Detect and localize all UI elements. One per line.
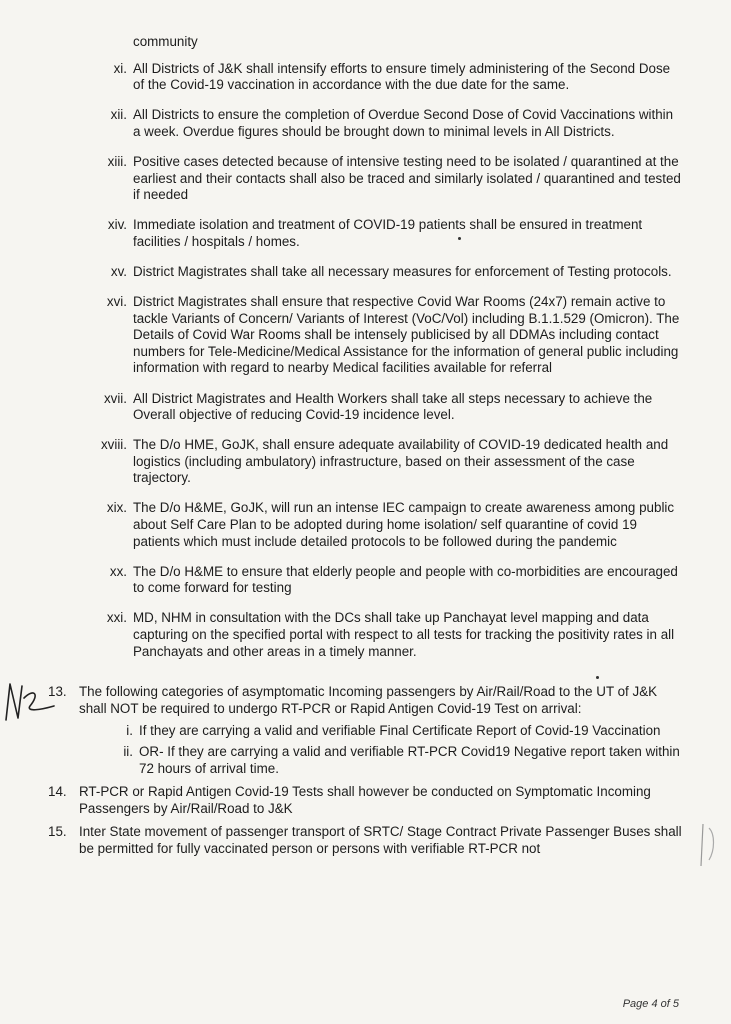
- numbered-item-number: 13.: [48, 684, 67, 700]
- list-item-text: District Magistrates shall take all necessary measures for enforcement of Testing protocols.: [133, 263, 672, 279]
- sub-list: [0, 723, 731, 777]
- page-number: Page 4 of 5: [622, 998, 679, 1010]
- list-item-number: xi.: [113, 60, 127, 76]
- list-item: [0, 217, 731, 250]
- list-item-text: The D/o H&ME to ensure that elderly people and people with co-morbidities are encouraged to come forward for testing: [133, 563, 678, 596]
- list-item-text: All Districts of J&K shall intensify efforts to ensure timely administering of the Second Dose of the Covid-19 vaccination in accordance with the due date for the same.: [133, 60, 671, 93]
- sub-item-text: OR- If they are carrying a valid and verifiable RT-PCR Covid19 Negative report taken within 72 hours of arrival time.: [139, 744, 680, 776]
- list-item-text: Immediate isolation and treatment of COVID-19 patients shall be ensured in treatment facilities / hospitals / homes.: [133, 217, 643, 249]
- list-item-number: xvii.: [103, 390, 127, 406]
- list-item: [0, 437, 731, 487]
- list-item-text: Positive cases detected because of intensive testing need to be isolated / quarantined at the earliest and their contacts shall also be traced and similarly isolated / quarantined and tested if needed: [133, 153, 681, 203]
- list-item-number: xxi.: [106, 610, 127, 626]
- list-item: [0, 264, 731, 281]
- numbered-item-number: 14.: [48, 784, 67, 800]
- sub-item-text: If they are carrying a valid and verifiable Final Certificate Report of Covid-19 Vaccination: [139, 723, 661, 739]
- list-item: [0, 391, 731, 424]
- numbered-item: [0, 824, 731, 857]
- numbered-item-number: 15.: [48, 824, 67, 840]
- list-item-number: xx.: [109, 563, 127, 579]
- numbered-item: [0, 784, 731, 817]
- numbered-item-text: RT-PCR or Rapid Antigen Covid-19 Tests shall however be conducted on Symptomatic Incoming Passengers by Air/Rail/Road to J&K: [79, 784, 651, 816]
- list-item-number: xix.: [106, 500, 127, 516]
- list-item-text: The D/o H&ME, GoJK, will run an intense IEC campaign to create awareness among public about Self Care Plan to be adopted during home isolation/ self quarantine of covid 19 patients which must include detailed protocols to be followed during the pandemic: [133, 500, 675, 549]
- sub-item-number: ii.: [123, 744, 133, 759]
- numbered-item-text: Inter State movement of passenger transport of SRTC/ Stage Contract Private Passenger Buses shall be permitted for fully vaccinated person or persons with verifiable RT-PCR not: [79, 824, 682, 856]
- continuation-text: community: [133, 34, 198, 49]
- numbered-list: [0, 684, 731, 857]
- list-item-text: All Districts to ensure the completion of Overdue Second Dose of Covid Vaccinations within a week. Overdue figures should be brought down to minimal levels in All Districts.: [133, 107, 674, 139]
- list-item-text: All District Magistrates and Health Workers shall take all steps necessary to achieve the Overall objective of reducing Covid-19 incidence level.: [133, 390, 653, 423]
- list-item-number: xiii.: [107, 153, 127, 169]
- list-item-number: xv.: [110, 263, 127, 279]
- sub-item: [0, 723, 731, 740]
- list-item: [0, 564, 731, 597]
- list-item: [0, 154, 731, 204]
- list-item: [0, 500, 731, 550]
- numbered-item: [0, 684, 731, 777]
- list-item-text: District Magistrates shall ensure that respective Covid War Rooms (24x7) remain active to tackle Variants of Concern/ Variants of Interest (VoC/Vol) including B.1.1.529 (Omicron). The Details of Covid War Rooms shall be intensely publicised by all DDMAs including contact numbers for Tele-Medicine/Medical Assistance for the information of general public including information with regard to nearby Medical facilities available for referral: [133, 294, 680, 376]
- list-item-text: The D/o HME, GoJK, shall ensure adequate availability of COVID-19 dedicated health and logistics (including ambulatory) infrastructure, based on their assessment of the case trajectory.: [133, 437, 669, 486]
- list-item-text: MD, NHM in consultation with the DCs shall take up Panchayat level mapping and data capturing on the specified portal with respect to all tests for tracking the positivity rates in all Panchayats and other areas in a timely manner.: [133, 610, 675, 659]
- list-item: [0, 610, 731, 660]
- list-item-number: xii.: [110, 107, 127, 123]
- document-body: [0, 34, 731, 865]
- list-item: [0, 294, 731, 377]
- roman-list: [0, 61, 731, 661]
- list-item: [0, 107, 731, 140]
- list-item-number: xiv.: [107, 217, 127, 233]
- numbered-item-text: The following categories of asymptomatic Incoming passengers by Air/Rail/Road to the UT of J&K shall NOT be required to undergo RT-PCR or Rapid Antigen Covid-19 Test on arrival:: [79, 684, 658, 716]
- list-item-number: xvi.: [106, 294, 127, 310]
- sub-item-number: i.: [126, 723, 133, 739]
- sub-item: [0, 744, 731, 777]
- list-item-number: xviii.: [100, 437, 127, 453]
- list-item: [0, 61, 731, 94]
